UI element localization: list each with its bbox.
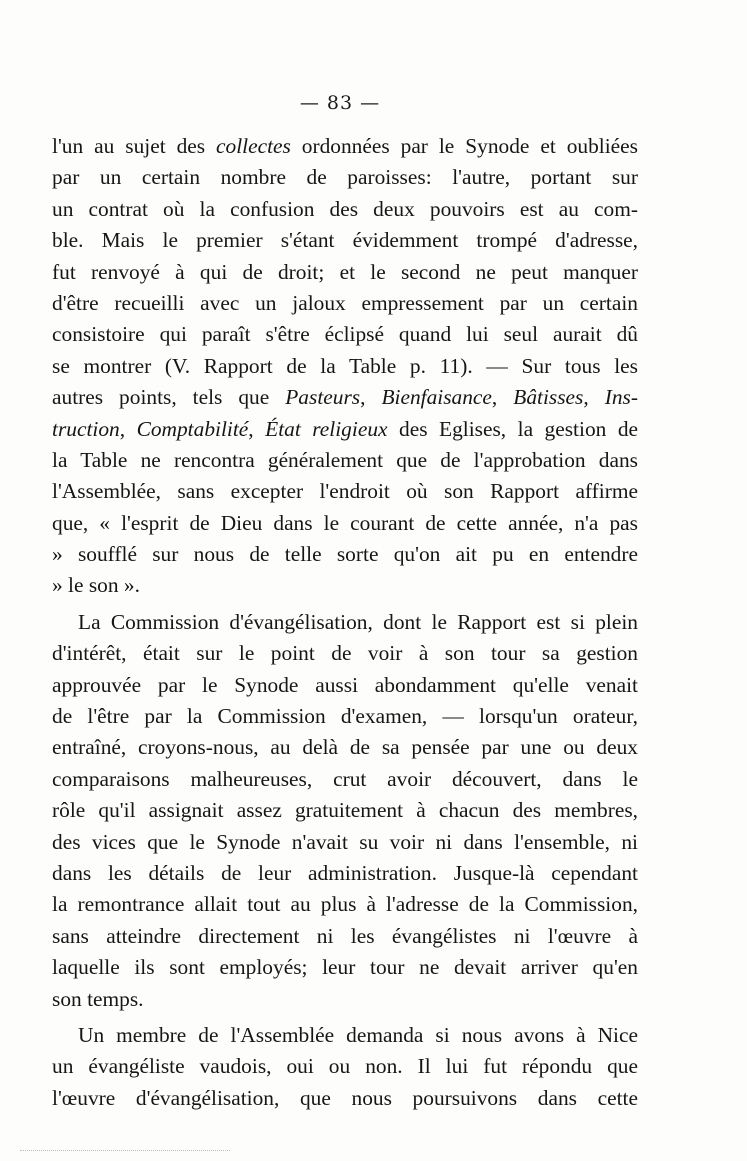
text-line [52,162,638,193]
text-run: , [583,385,605,410]
text-run: entraîné, croyons-nous, au delà de sa pensée par une ou deux [52,735,638,760]
paragraph [52,1020,638,1114]
text-run: laquelle ils sont employés; leur tour ne devait arriver qu'en [52,955,638,980]
italic-text: truction [52,416,120,441]
text-run: de l'être par la Commission d'examen, — lorsqu'un orateur, [52,704,638,729]
text-run: Un membre de l'Assemblée demanda si nous avons à Nice [78,1022,638,1047]
text-run: » soufflé sur nous de telle sorte qu'on ait pu en entendre [52,542,638,567]
text-line [52,351,638,382]
text-run: approuvée par le Synode aussi abondamment qu'elle venait [52,672,638,697]
text-run: la Table ne rencontra généralement que de l'approbation dans [52,447,638,472]
italic-text: collectes [216,134,291,158]
text-line [52,508,638,539]
text-run: fut renvoyé à qui de droit; et le second ne peut manquer [52,259,638,284]
text-line [52,764,638,795]
text-run: , [119,416,137,441]
text-line [52,701,638,732]
text-line [52,319,638,350]
text-run: d'être recueilli avec un jaloux empressement par un certain [52,290,638,315]
text-run: un contrat où la confusion des deux pouvoirs est au com- [52,196,638,221]
text-run: comparaisons malheureuses, crut avoir découvert, dans le [52,766,638,791]
text-line [52,414,638,445]
body-text [52,131,638,1114]
text-run: son temps. [52,986,144,1011]
text-line [52,382,638,413]
text-line [52,445,638,476]
text-run: d'intérêt, était sur le point de voir à son tour sa gestion [52,641,638,666]
italic-text: Pasteurs [285,385,361,410]
text-run: La Commission d'évangélisation, dont le Rapport est si plein [78,609,638,634]
text-line [52,288,638,319]
text-run: ordonnées par le Synode et oubliées [290,134,638,158]
paragraph [52,607,638,1015]
italic-text: Ins- [604,385,638,410]
text-run: , [360,385,382,410]
text-run: se montrer (V. Rapport de la Table p. 11). — Sur tous les [52,353,638,378]
text-line [52,827,638,858]
text-line [52,257,638,288]
text-run: des vices que le Synode n'avait su voir ni dans l'ensemble, ni [52,829,638,854]
text-run: , [248,416,266,441]
text-run: rôle qu'il assignait assez gratuitement à chacun des membres, [52,798,638,823]
text-line [52,889,638,920]
text-run: autres points, tels que [52,385,286,410]
text-run: l'Assemblée, sans excepter l'endroit où son Rapport affirme [52,479,638,504]
text-line [52,795,638,826]
text-line [52,984,638,1015]
text-line [52,539,638,570]
text-run: la remontrance allait tout au plus à l'adresse de la Commission, [52,892,638,917]
text-run: l'œuvre d'évangélisation, que nous poursuivons dans cette [52,1085,638,1110]
text-run: que, « l'esprit de Dieu dans le courant de cette année, n'a pas [52,510,638,535]
text-line [52,638,638,669]
text-run: ble. Mais le premier s'étant évidemment trompé d'adresse, [52,228,638,253]
text-line [52,476,638,507]
text-run: par un certain nombre de paroisses: l'autre, portant sur [52,165,638,190]
text-line [52,1020,638,1051]
text-line [52,194,638,225]
italic-text: Bienfaisance [381,385,492,410]
text-run: un évangéliste vaudois, oui ou non. Il lui fut répondu que [52,1054,638,1079]
paragraph [52,131,638,602]
text-run: consistoire qui paraît s'être éclipsé quand lui seul aurait dû [52,322,638,347]
text-line [52,921,638,952]
text-line [52,858,638,889]
text-run: dans les détails de leur administration. Jusque-là cependant [52,860,638,885]
text-line [52,732,638,763]
text-run: l'un au sujet des [52,134,217,158]
page-number: — 83 — [299,92,381,114]
text-run: des Eglises, la gestion de [387,416,639,441]
text-run: , [491,385,514,410]
text-run: » le son ». [52,573,140,598]
text-line [52,570,638,601]
italic-text: Bâtisses [513,385,584,410]
text-line [52,131,638,162]
italic-text: Comptabilité [136,416,249,441]
text-line [52,952,638,983]
scan-artifact [20,1150,230,1152]
italic-text: État religieux [265,416,388,441]
text-line [52,1083,638,1114]
text-line [52,670,638,701]
text-line [52,225,638,256]
text-line [52,607,638,638]
text-line [52,1051,638,1082]
text-run: sans atteindre directement ni les évangélistes ni l'œuvre à [52,923,638,948]
